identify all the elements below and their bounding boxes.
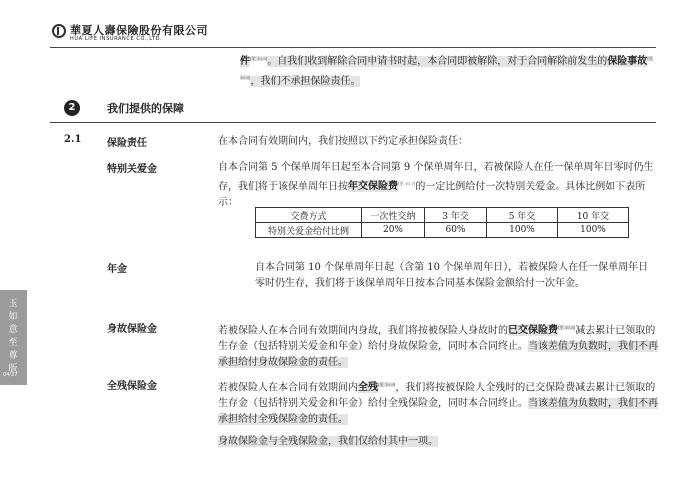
ref-mark: [见 10.5] (250, 56, 268, 61)
table-row (256, 223, 629, 238)
table-header-cell: 5 年交 (487, 208, 558, 223)
death-benefit-label: 身故保险金 (107, 324, 157, 335)
disability-text-2: ，我们将按被保险人全残时的已交保险费减去累计已领取的生存金（包括特别关爱金和年金）给付全残保险金，同时本合同终止。 (218, 382, 656, 410)
company-name-en: HUA LIFE INSURANCE CO.,LTD. (70, 36, 163, 42)
clause-number: 2.1 (64, 134, 82, 145)
company-logo-icon (52, 24, 66, 38)
term-annual-premium: 年交保险费 (348, 181, 398, 193)
intro-text-end: ，我们不承担保险责任。 (250, 75, 361, 87)
death-text-2: 减去累计已领取的生存金（包括特别关爱金和年金）给付身故保险金，同时本合同终止。 (218, 325, 656, 353)
special-care-text-1: 自本合同第 5 个保单周年日起至本合同第 9 个保单周年日，若被保险人在任一保单周年日零时仍生存，我们将于该保单周年日按 (218, 162, 654, 193)
side-tab (0, 290, 27, 385)
page-number: 04/37 (3, 372, 18, 378)
ref-mark: [见 10.9] (378, 382, 396, 387)
table-header-cell: 3 年交 (425, 208, 487, 223)
disability-highlight: 当该差值为负数时，我们不再承担给付全残保险金的责任。 (218, 398, 658, 426)
section-number-badge: 2 (64, 100, 80, 116)
death-text-1: 若被保险人在本合同有效期间内身故，我们将按被保险人身故时的 (218, 325, 508, 337)
table-header-cell: 交费方式 (256, 208, 362, 223)
special-care-text-2: 的一定比例给付一次特别关爱金。具体比例如下表所示： (218, 181, 646, 209)
clause-intro: 在本合同有效期间内，我们按照以下约定承担保险责任： (218, 136, 468, 147)
death-benefit-text (218, 320, 658, 371)
benefit-note-text: 身故保险金与全残保险金，我们仅给付其中一项。 (218, 436, 438, 447)
table-header-row (256, 208, 629, 223)
table-cell: 20% (362, 223, 425, 238)
table-cell: 100% (487, 223, 558, 238)
table-cell: 100% (558, 223, 629, 238)
table-header-cell: 10 年交 (558, 208, 629, 223)
term-total-disability: 全残 (358, 382, 378, 394)
section-divider (50, 122, 656, 123)
intro-text: 。自我们收到解除合同申请书时起，本合同即被解除，对于合同解除前发生的 (267, 56, 608, 68)
annuity-label: 年金 (107, 264, 127, 275)
payout-rate-table (255, 207, 629, 238)
death-highlight: 当该差值为负数时，我们不再承担给付身故保险金的责任。 (218, 341, 658, 369)
disability-benefit-label: 全残保险金 (107, 381, 157, 392)
annuity-text: 自本合同第 10 个保单周年日起（含第 10 个保单周年日），若被保险人在任一保单周年日零时仍生存，我们将于该保单周年日按本合同基本保险金额给付一次年金。 (255, 262, 649, 289)
special-care-label: 特别关爱金 (107, 164, 157, 175)
ref-mark: [见 10.7] (398, 181, 416, 186)
header-divider (50, 47, 656, 48)
table-cell: 特别关爱金给付比例 (256, 223, 362, 238)
section-title: 我们提供的保障 (107, 102, 184, 115)
benefit-note (218, 434, 658, 450)
ref-mark: [见 10.8] (558, 325, 576, 330)
disability-text-1: 若被保险人在本合同有效期间内 (218, 382, 358, 394)
table-header-cell: 一次性交纳 (362, 208, 425, 223)
clause-title: 保险责任 (107, 138, 147, 149)
term-paid-premium: 已交保险费 (508, 325, 558, 337)
intro-lead: 件 (240, 56, 250, 68)
term-insurance-accident: 保险事故 (607, 56, 648, 68)
special-care-text (218, 160, 658, 211)
product-name: 玉如意至尊版 (8, 299, 18, 374)
disability-benefit-text (218, 377, 658, 428)
ref-mark: [见 10.6] (240, 56, 653, 81)
company-name-cn: 華夏人壽保險股份有限公司 (70, 24, 208, 37)
intro-paragraph (240, 51, 656, 90)
table-cell: 60% (425, 223, 487, 238)
